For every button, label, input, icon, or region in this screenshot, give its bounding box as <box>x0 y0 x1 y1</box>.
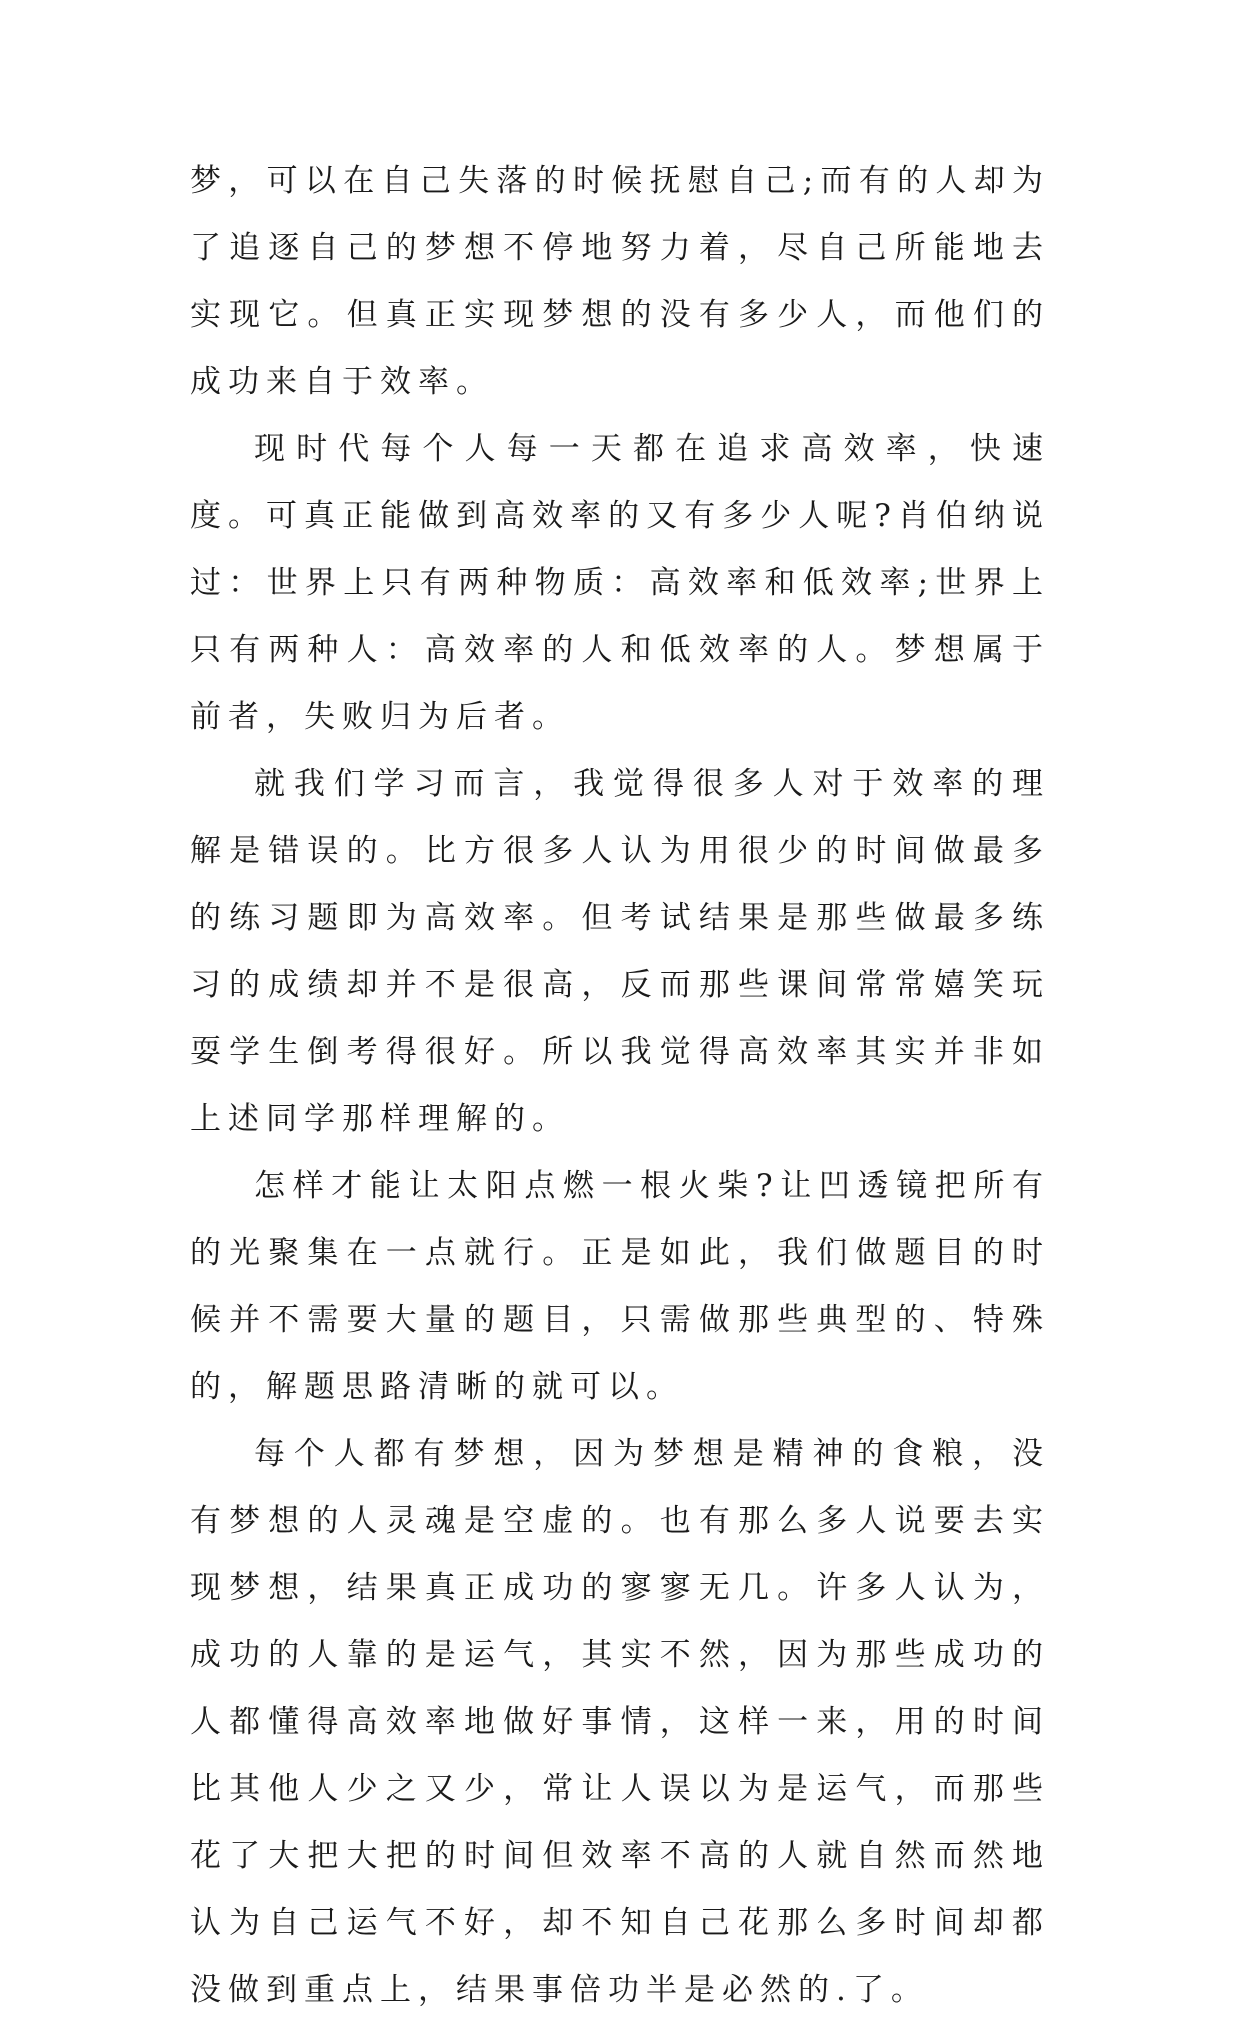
paragraph-3: 就我们学习而言，我觉得很多人对于效率的理解是错误的。比方很多人认为用很少的时间做最多的练习题即为高效率。但考试结果是那些做最多练习的成绩却并不是很高，反而那些课间常常嬉笑玩耍学生倒考得很好。所以我觉得高效率其实并非如上述同学那样理解的。 <box>190 766 1050 1137</box>
paragraph-5: 每个人都有梦想，因为梦想是精神的食粮，没有梦想的人灵魂是空虚的。也有那么多人说要去实现梦想，结果真正成功的寥寥无几。许多人认为，成功的人靠的是运气，其实不然，因为那些成功的人都懂得高效率地做好事情，这样一来，用的时间比其他人少之又少，常让人误以为是运气，而那些花了大把大把的时间但效率不高的人就自然而然地认为自己运气不好，却不知自己花那么多时间却都没做到重点上，结果事倍功半是必然的.了。 <box>190 1436 1050 2008</box>
paragraph-4: 怎样才能让太阳点燃一根火柴?让凹透镜把所有的光聚集在一点就行。正是如此，我们做题目的时候并不需要大量的题目，只需做那些典型的、特殊的，解题思路清晰的就可以。 <box>190 1168 1050 1405</box>
paragraph-1: 梦，可以在自己失落的时候抚慰自己;而有的人却为了追逐自己的梦想不停地努力着，尽自己所能地去实现它。但真正实现梦想的没有多少人，而他们的成功来自于效率。 <box>190 163 1050 400</box>
paragraph-2: 现时代每个人每一天都在追求高效率，快速度。可真正能做到高效率的又有多少人呢?肖伯纳说过：世界上只有两种物质：高效率和低效率;世界上只有两种人：高效率的人和低效率的人。梦想属于前者，失败归为后者。 <box>190 431 1050 735</box>
document-page <box>190 148 1050 2024</box>
